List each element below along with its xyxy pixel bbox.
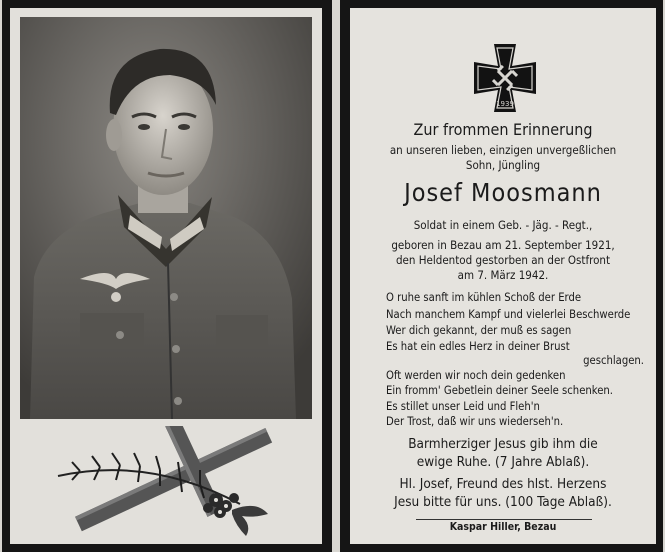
subheading-line-1: an unseren lieben, einzigen unvergeßlichen xyxy=(389,143,617,157)
wooden-cross-icon xyxy=(10,426,322,544)
printer-credit: Kaspar Hiller, Bezau xyxy=(449,521,557,533)
soldier-portrait xyxy=(20,17,312,419)
verse-1-line-2: Nach manchem Kampf und vielerlei Beschwerde xyxy=(386,308,631,321)
printer-divider xyxy=(416,519,592,520)
verse-2-line-4: Der Trost, daß wir uns wiederseh'n. xyxy=(386,415,564,428)
verse-1-line-1: O ruhe sanft im kühlen Schoß der Erde xyxy=(386,291,582,304)
detail-line-4: am 7. März 1942. xyxy=(457,268,549,282)
deceased-name: Josef Moosmann xyxy=(404,178,602,207)
detail-line-2: geboren in Bezau am 21. September 1921, xyxy=(391,238,615,252)
emblem-year: 1939 xyxy=(496,100,514,108)
portrait-image xyxy=(20,17,312,419)
memorial-heading: Zur frommen Erinnerung xyxy=(413,120,593,139)
memorial-text-panel xyxy=(350,8,656,544)
prayer-2-line-2: Jesu bitte für uns. (100 Tage Ablaß). xyxy=(394,494,612,510)
iron-cross-icon xyxy=(470,42,540,114)
prayer-1-line-2: ewige Ruhe. (7 Jahre Ablaß). xyxy=(416,454,590,470)
cross-and-branch xyxy=(10,426,322,544)
verse-2-line-3: Es stillet unser Leid und Fleh'n xyxy=(386,400,540,413)
prayer-2-line-1: Hl. Josef, Freund des hlst. Herzens xyxy=(399,476,607,492)
right-card xyxy=(340,0,663,552)
left-card-inner xyxy=(10,8,322,544)
prayer-1-line-1: Barmherziger Jesus gib ihm die xyxy=(408,436,598,452)
verse-1-line-4: Es hat ein edles Herz in deiner Brust xyxy=(386,340,570,353)
subheading-line-2: Sohn, Jüngling xyxy=(465,158,541,172)
detail-line-3: den Heldentod gestorben an der Ostfront xyxy=(395,253,611,267)
detail-line-1: Soldat in einem Geb. - Jäg. - Regt., xyxy=(413,218,593,232)
verse-2-line-1: Oft werden wir noch dein gedenken xyxy=(386,369,566,382)
verse-1-line-5: geschlagen. xyxy=(583,354,644,367)
left-card xyxy=(2,0,332,552)
verse-1-line-3: Wer dich gekannt, der muß es sagen xyxy=(386,324,572,337)
verse-2-line-2: Ein fromm' Gebetlein deiner Seele schenken. xyxy=(386,384,613,397)
